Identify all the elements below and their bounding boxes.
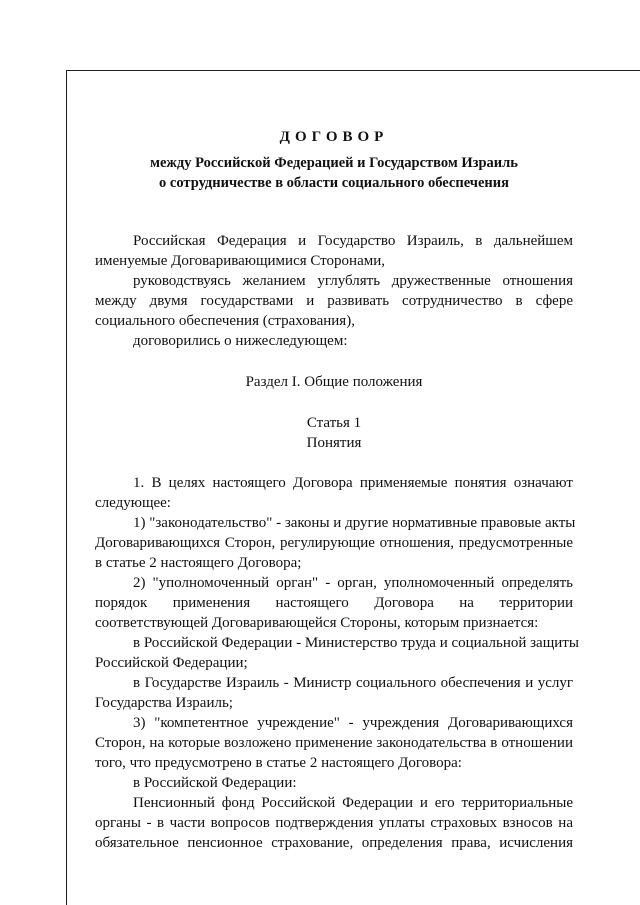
document-subtitle [95,153,573,193]
text-line: между двумя государствами и развивать сотрудничество в сфере [95,293,573,309]
text-line: социального обеспечения (страхования), [95,313,355,329]
document-title: ДОГОВОР [279,129,389,145]
article-paragraph [95,673,573,713]
text-line: Сторон, на которые возложено применение законодательства в отношении [95,735,573,751]
text-line: в статье 2 настоящего Договора; [95,555,302,571]
article-paragraph [95,473,573,513]
text-line: 1) "законодательство" - законы и другие нормативные правовые акты [133,515,576,531]
text-line: руководствуясь желанием углублять дружественные отношения [133,273,573,289]
text-line: того, что предусмотрено в статье 2 настоящего Договора: [95,755,462,771]
text-line: органы - в части вопросов подтверждения уплаты страховых взносов на [95,815,573,831]
preamble-paragraph [95,231,573,271]
article-paragraph [95,573,573,633]
subtitle-line: о сотрудничестве в области социального обеспечения [159,175,509,191]
document-body [95,127,579,853]
text-line: Российская Федерация и Государство Израиль, в дальнейшем [133,233,573,249]
text-line: договорились о нижеследующем: [133,333,348,349]
preamble-paragraph [95,331,573,351]
text-line: 2) "уполномоченный орган" - орган, уполномоченный определять [133,575,573,591]
text-line: в Государстве Израиль - Министр социального обеспечения и услуг [133,675,573,691]
text-line: Пенсионный фонд Российской Федерации и его территориальные [133,795,573,811]
article-title: Понятия [306,435,362,451]
text-line: следующее: [95,495,171,511]
text-line: именуемые Договаривающимися Сторонами, [95,253,385,269]
text-line: порядок применения настоящего Договора на территории [95,595,573,611]
article-paragraph [95,773,573,793]
text-line: в Российской Федерации: [133,775,297,791]
text-line: в Российской Федерации - Министерство труда и социальной защиты [133,635,579,651]
text-line: 1. В целях настоящего Договора применяемые понятия означают [133,475,573,491]
preamble-paragraph [95,271,573,331]
article-paragraph [95,633,579,673]
text-line: соответствующей Договаривающейся Стороны, которым признается: [95,615,539,631]
article-number: Статья 1 [306,415,362,431]
text-line: Государства Израиль; [95,695,233,711]
article-paragraph [95,513,576,573]
article-paragraph [95,793,573,853]
text-line: 3) "компетентное учреждение" - учреждения Договаривающихся [133,715,573,731]
article-paragraph [95,713,573,773]
text-line: Российской Федерации; [95,655,248,671]
section-heading: Раздел I. Общие положения [245,374,423,390]
text-line: Договаривающихся Сторон, регулирующие отношения, предусмотренные [95,535,573,551]
text-line: обязательное пенсионное страхование, определения права, исчисления [95,835,573,851]
subtitle-line: между Российской Федерацией и Государством Израиль [150,155,518,171]
